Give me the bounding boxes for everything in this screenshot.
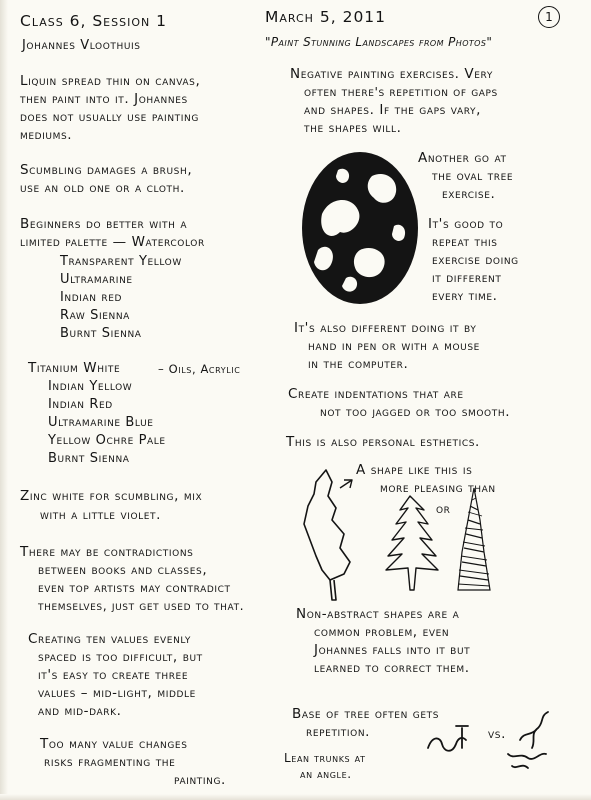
- lean-trunks-line-2: an angle.: [300, 767, 352, 781]
- oils-color-1: Indian Yellow: [48, 379, 133, 394]
- base-of-tree-line-2: repetition.: [306, 724, 371, 740]
- oval-note-line-1: Another go at: [418, 150, 507, 166]
- different-line-3: in the computer.: [308, 356, 409, 372]
- watercolor-color-3: Indian red: [60, 290, 123, 305]
- scumbling-line-1: Scumbling damages a brush,: [20, 162, 193, 178]
- irregular-tree-shape-drawing: [304, 470, 352, 600]
- non-abstract-line-2: common problem, even: [314, 624, 450, 640]
- base-of-tree-line-1: Base of tree often gets: [292, 706, 440, 722]
- note-date: March 5, 2011: [265, 8, 387, 26]
- different-line-2: hand in pen or with a mouse: [308, 338, 480, 354]
- negative-line-4: the shapes will.: [304, 120, 402, 136]
- watercolor-color-4: Raw Sienna: [60, 308, 130, 323]
- textured-pine-tree-drawing: [458, 488, 490, 590]
- oils-note: – Oils, Acrylic: [158, 362, 241, 376]
- contradictions-line-1: There may be contradictions: [20, 544, 194, 560]
- too-many-line-1: Too many value changes: [40, 736, 188, 752]
- shape-note-line-2: more pleasing than: [380, 480, 496, 496]
- values-line-2: spaced is too difficult, but: [38, 649, 203, 665]
- scumbling-line-2: use an old one or a cloth.: [20, 180, 185, 196]
- repeat-note-line-1: It's good to: [428, 216, 504, 232]
- watercolor-color-2: Ultramarine: [60, 272, 133, 287]
- negative-line-3: and shapes. If the gaps vary,: [304, 102, 482, 118]
- contradictions-line-2: between books and classes,: [38, 562, 208, 578]
- watercolor-color-5: Burnt Sienna: [60, 326, 142, 341]
- negative-line-2: often there's repetition of gaps: [304, 84, 498, 99]
- too-many-line-3: painting.: [174, 772, 226, 788]
- esthetics-line: This is also personal esthetics.: [286, 434, 480, 450]
- oils-color-2: Indian Red: [48, 397, 113, 412]
- values-line-5: and mid-dark.: [38, 703, 122, 719]
- oval-tree-drawing: [302, 152, 418, 304]
- shape-note-line-1: A shape like this is: [356, 462, 473, 478]
- liquin-line-2: then paint into it. Johannes: [20, 91, 188, 107]
- watercolor-color-1: Transparent Yellow: [60, 254, 182, 269]
- page-number-badge: 1: [538, 6, 560, 28]
- contradictions-line-3: even top artists may contradict: [38, 580, 231, 596]
- oval-note-line-3: exercise.: [442, 186, 496, 202]
- non-abstract-line-4: learned to correct them.: [314, 660, 470, 676]
- repeat-note-line-4: it different: [432, 270, 502, 286]
- tree-base-left-drawing: [428, 726, 468, 751]
- oils-label: Titanium White: [28, 360, 121, 376]
- palette-line-1: Beginners do better with a: [20, 216, 188, 232]
- indentations-line-2: not too jagged or too smooth.: [320, 404, 511, 420]
- too-many-line-2: risks fragmenting the: [44, 754, 176, 770]
- zinc-line-1: Zinc white for scumbling, mix: [20, 488, 203, 504]
- values-line-3: it's easy to create three: [38, 667, 189, 683]
- values-line-1: Creating ten values evenly: [28, 631, 191, 647]
- palette-line-2: limited palette — Watercolor: [20, 234, 205, 250]
- class-session-title: Class 6, Session 1: [20, 12, 168, 30]
- indentations-line-1: Create indentations that are: [288, 386, 464, 402]
- course-title: "Paint Stunning Landscapes from Photos": [265, 35, 493, 49]
- values-line-4: values – mid-light, middle: [38, 685, 196, 701]
- contradictions-line-4: themselves, just get used to that.: [38, 598, 245, 613]
- repeat-note-line-2: repeat this: [432, 234, 498, 250]
- oils-color-5: Burnt Sienna: [48, 451, 130, 466]
- non-abstract-line-1: Non-abstract shapes are a: [296, 606, 460, 622]
- oils-color-4: Yellow Ochre Pale: [48, 433, 166, 448]
- instructor-name: Johannes Vloothuis: [22, 38, 141, 53]
- vs-label: vs.: [488, 726, 506, 742]
- liquin-line-1: Liquin spread thin on canvas,: [20, 73, 201, 89]
- zinc-line-2: with a little violet.: [40, 507, 162, 523]
- liquin-line-3: does not usually use painting: [20, 109, 199, 125]
- tree-base-right-drawing: [508, 712, 548, 768]
- repeat-note-line-5: every time.: [432, 288, 498, 304]
- different-line-1: It's also different doing it by: [294, 320, 477, 336]
- or-label: or: [436, 501, 451, 517]
- liquin-line-4: mediums.: [20, 127, 73, 143]
- non-abstract-line-3: Johannes falls into it but: [314, 642, 471, 658]
- negative-line-1: Negative painting exercises. Very: [290, 66, 493, 82]
- oval-note-line-2: the oval tree: [432, 168, 514, 184]
- oils-color-3: Ultramarine Blue: [48, 415, 154, 430]
- symmetric-fir-tree-drawing: [386, 496, 438, 590]
- lean-trunks-line-1: Lean trunks at: [284, 751, 366, 765]
- repeat-note-line-3: exercise doing: [432, 252, 519, 268]
